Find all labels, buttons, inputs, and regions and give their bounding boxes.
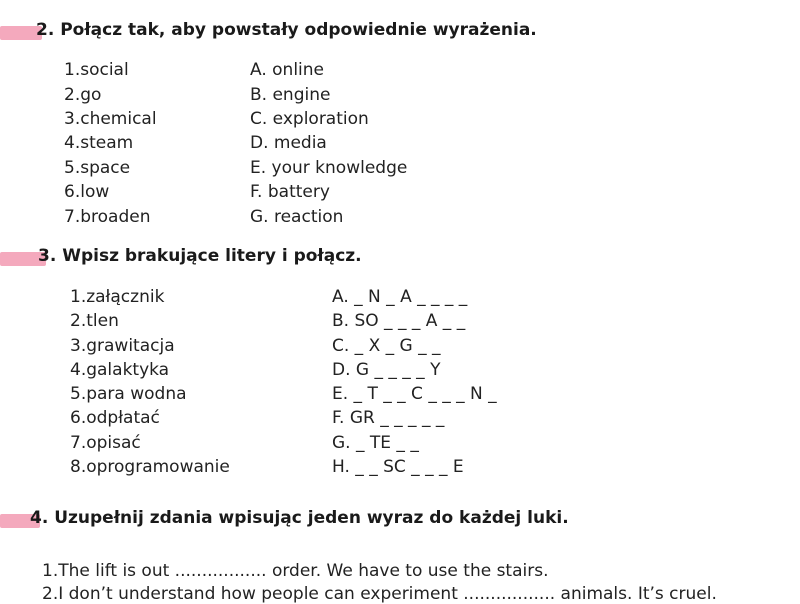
ex3-left-item: 2.tlen — [70, 311, 119, 331]
ex3-left-item: 6.odpłatać — [70, 408, 160, 428]
ex2-left-item: 3.chemical — [64, 109, 157, 129]
exercise-3-title: 3. Wpisz brakujące litery i połącz. — [38, 246, 362, 266]
ex2-right-item: E. your knowledge — [250, 158, 408, 178]
ex3-left-item: 3.grawitacja — [70, 336, 175, 356]
ex2-right-item: B. engine — [250, 85, 331, 105]
ex3-left-item: 7.opisać — [70, 433, 141, 453]
ex2-right-item: G. reaction — [250, 207, 344, 227]
ex3-right-item: B. SO _ _ _ A _ _ — [332, 311, 466, 331]
ex3-right-item: A. _ N _ A _ _ _ _ — [332, 287, 468, 307]
ex2-left-item: 7.broaden — [64, 207, 151, 227]
ex3-right-item: E. _ T _ _ C _ _ _ N _ — [332, 384, 497, 404]
ex2-right-item: A. online — [250, 60, 324, 80]
ex2-right-item: D. media — [250, 133, 327, 153]
ex2-right-item: C. exploration — [250, 109, 369, 129]
ex3-left-item: 1.załącznik — [70, 287, 165, 307]
ex3-right-item: G. _ TE _ _ — [332, 433, 419, 453]
ex2-left-item: 6.low — [64, 182, 110, 202]
ex3-right-item: C. _ X _ G _ _ — [332, 336, 441, 356]
ex2-right-item: F. battery — [250, 182, 330, 202]
ex2-left-item: 2.go — [64, 85, 102, 105]
ex4-sentence: 2.I don’t understand how people can experiment ................. animals. It’s cruel. — [42, 584, 717, 604]
ex2-left-item: 4.steam — [64, 133, 134, 153]
exercise-2-title: 2. Połącz tak, aby powstały odpowiednie wyrażenia. — [36, 20, 537, 40]
ex3-left-item: 4.galaktyka — [70, 360, 170, 380]
ex2-left-item: 5.space — [64, 158, 131, 178]
ex3-right-item: H. _ _ SC _ _ _ E — [332, 457, 464, 477]
ex3-right-item: F. GR _ _ _ _ _ — [332, 408, 445, 428]
ex3-right-item: D. G _ _ _ _ Y — [332, 360, 441, 380]
ex3-left-item: 8.oprogramowanie — [70, 457, 230, 477]
ex2-left-item: 1.social — [64, 60, 129, 80]
ex4-sentence: 1.The lift is out ................. order. We have to use the stairs. — [42, 561, 549, 581]
exercise-4-title: 4. Uzupełnij zdania wpisując jeden wyraz do każdej luki. — [30, 508, 569, 528]
ex3-left-item: 5.para wodna — [70, 384, 187, 404]
